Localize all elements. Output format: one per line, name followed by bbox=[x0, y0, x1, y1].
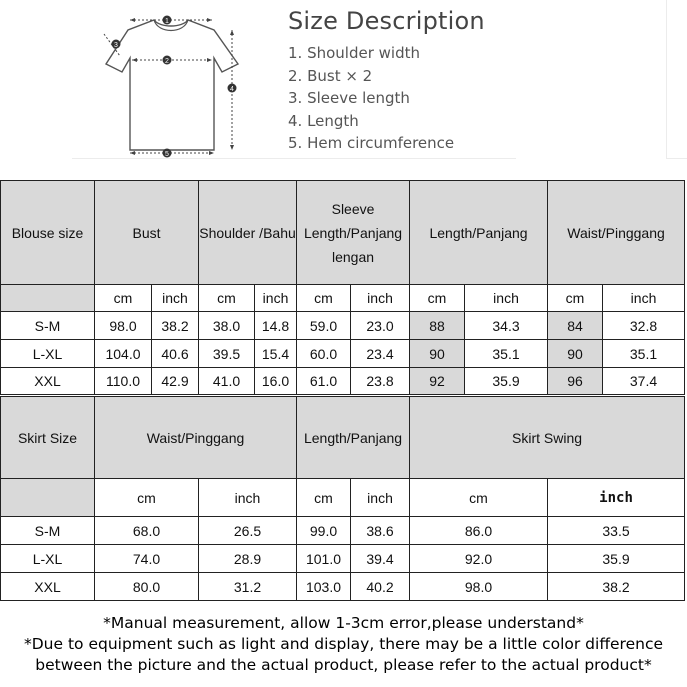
value-cell: 92 bbox=[410, 368, 465, 395]
unit-spacer bbox=[1, 479, 95, 517]
value-cell: 23.4 bbox=[351, 340, 410, 368]
value-cell: 59.0 bbox=[297, 312, 351, 340]
size-description-list bbox=[288, 42, 454, 155]
size-label: L-XL bbox=[1, 545, 95, 573]
unit-cell: inch bbox=[199, 479, 297, 517]
table-row bbox=[1, 312, 685, 340]
size-item-length: 4. Length bbox=[288, 111, 359, 130]
svg-text:3: 3 bbox=[114, 41, 118, 49]
value-cell: 110.0 bbox=[95, 368, 152, 395]
skirt-length-header: Length/Panjang bbox=[297, 397, 410, 479]
value-cell: 103.0 bbox=[297, 573, 351, 601]
svg-text:4: 4 bbox=[230, 85, 234, 93]
disclaimer-notes bbox=[0, 613, 687, 676]
unit-cell: inch bbox=[603, 285, 685, 312]
value-cell: 90 bbox=[548, 340, 603, 368]
value-cell: 23.8 bbox=[351, 368, 410, 395]
value-cell: 104.0 bbox=[95, 340, 152, 368]
note-line: *Due to equipment such as light and display, there may be a little color difference bbox=[24, 635, 663, 653]
bust-header: Bust bbox=[95, 181, 199, 285]
table-row bbox=[1, 517, 685, 545]
value-cell: 40.2 bbox=[351, 573, 410, 601]
value-cell: 38.2 bbox=[548, 573, 685, 601]
table-row bbox=[1, 573, 685, 601]
value-cell: 16.0 bbox=[255, 368, 297, 395]
value-cell: 86.0 bbox=[410, 517, 548, 545]
value-cell: 40.6 bbox=[152, 340, 199, 368]
skirt-size-header: Skirt Size bbox=[1, 397, 95, 479]
value-cell: 33.5 bbox=[548, 517, 685, 545]
value-cell: 35.9 bbox=[548, 545, 685, 573]
value-cell: 68.0 bbox=[95, 517, 199, 545]
size-label: XXL bbox=[1, 368, 95, 395]
unit-cell: cm bbox=[95, 285, 152, 312]
size-description-title: Size Description bbox=[288, 7, 485, 35]
skirt-swing-header: Skirt Swing bbox=[410, 397, 685, 479]
unit-cell: inch bbox=[548, 479, 685, 517]
size-label: S-M bbox=[1, 312, 95, 340]
size-label: S-M bbox=[1, 517, 95, 545]
value-cell: 41.0 bbox=[199, 368, 255, 395]
value-cell: 80.0 bbox=[95, 573, 199, 601]
shoulder-header: Shoulder /Bahu bbox=[199, 181, 297, 285]
value-cell: 28.9 bbox=[199, 545, 297, 573]
value-cell: 37.4 bbox=[603, 368, 685, 395]
note-line: between the picture and the actual product, please refer to the actual product* bbox=[35, 656, 652, 674]
value-cell: 98.0 bbox=[410, 573, 548, 601]
value-cell: 90 bbox=[410, 340, 465, 368]
blouse-size-table bbox=[0, 180, 685, 395]
unit-cell: inch bbox=[465, 285, 548, 312]
size-item-shoulder: 1. Shoulder width bbox=[288, 44, 420, 62]
table-row bbox=[1, 545, 685, 573]
sleeve-header: Sleeve Length/Panjang lengan bbox=[297, 181, 410, 285]
value-cell: 101.0 bbox=[297, 545, 351, 573]
value-cell: 31.2 bbox=[199, 573, 297, 601]
unit-cell: inch bbox=[152, 285, 199, 312]
value-cell: 88 bbox=[410, 312, 465, 340]
value-cell: 39.5 bbox=[199, 340, 255, 368]
unit-cell: cm bbox=[410, 479, 548, 517]
value-cell: 39.4 bbox=[351, 545, 410, 573]
size-item-sleeve: 3. Sleeve length bbox=[288, 89, 410, 107]
value-cell: 98.0 bbox=[95, 312, 152, 340]
waist-header: Waist/Pinggang bbox=[548, 181, 685, 285]
unit-cell: cm bbox=[548, 285, 603, 312]
size-label: XXL bbox=[1, 573, 95, 601]
note-line: *Manual measurement, allow 1-3cm error,please understand* bbox=[103, 614, 584, 632]
value-cell: 61.0 bbox=[297, 368, 351, 395]
table-row bbox=[1, 368, 685, 395]
value-cell: 35.1 bbox=[603, 340, 685, 368]
value-cell: 32.8 bbox=[603, 312, 685, 340]
table-row bbox=[1, 340, 685, 368]
value-cell: 38.6 bbox=[351, 517, 410, 545]
unit-cell: inch bbox=[351, 285, 410, 312]
value-cell: 15.4 bbox=[255, 340, 297, 368]
value-cell: 92.0 bbox=[410, 545, 548, 573]
value-cell: 26.5 bbox=[199, 517, 297, 545]
value-cell: 96 bbox=[548, 368, 603, 395]
size-item-bust: 2. Bust × 2 bbox=[288, 66, 373, 85]
svg-text:1: 1 bbox=[165, 17, 169, 25]
value-cell: 14.8 bbox=[255, 312, 297, 340]
value-cell: 60.0 bbox=[297, 340, 351, 368]
size-label: L-XL bbox=[1, 340, 95, 368]
unit-cell: cm bbox=[95, 479, 199, 517]
unit-spacer bbox=[1, 285, 95, 312]
unit-cell: cm bbox=[297, 285, 351, 312]
value-cell: 35.9 bbox=[465, 368, 548, 395]
svg-text:2: 2 bbox=[165, 57, 169, 65]
value-cell: 84 bbox=[548, 312, 603, 340]
value-cell: 35.1 bbox=[465, 340, 548, 368]
unit-cell: cm bbox=[410, 285, 465, 312]
skirt-waist-header: Waist/Pinggang bbox=[95, 397, 297, 479]
value-cell: 23.0 bbox=[351, 312, 410, 340]
blouse-size-header: Blouse size bbox=[1, 181, 95, 285]
value-cell: 99.0 bbox=[297, 517, 351, 545]
svg-text:5: 5 bbox=[165, 150, 169, 158]
unit-cell: cm bbox=[297, 479, 351, 517]
value-cell: 42.9 bbox=[152, 368, 199, 395]
value-cell: 34.3 bbox=[465, 312, 548, 340]
size-item-hem: 5. Hem circumference bbox=[288, 134, 455, 152]
unit-cell: inch bbox=[255, 285, 297, 312]
skirt-size-table bbox=[0, 396, 685, 601]
header-edge-panel bbox=[666, 0, 687, 159]
value-cell: 74.0 bbox=[95, 545, 199, 573]
value-cell: 38.2 bbox=[152, 312, 199, 340]
unit-cell: cm bbox=[199, 285, 255, 312]
unit-cell: inch bbox=[351, 479, 410, 517]
length-header: Length/Panjang bbox=[410, 181, 548, 285]
tshirt-diagram-icon bbox=[96, 8, 246, 160]
value-cell: 38.0 bbox=[199, 312, 255, 340]
